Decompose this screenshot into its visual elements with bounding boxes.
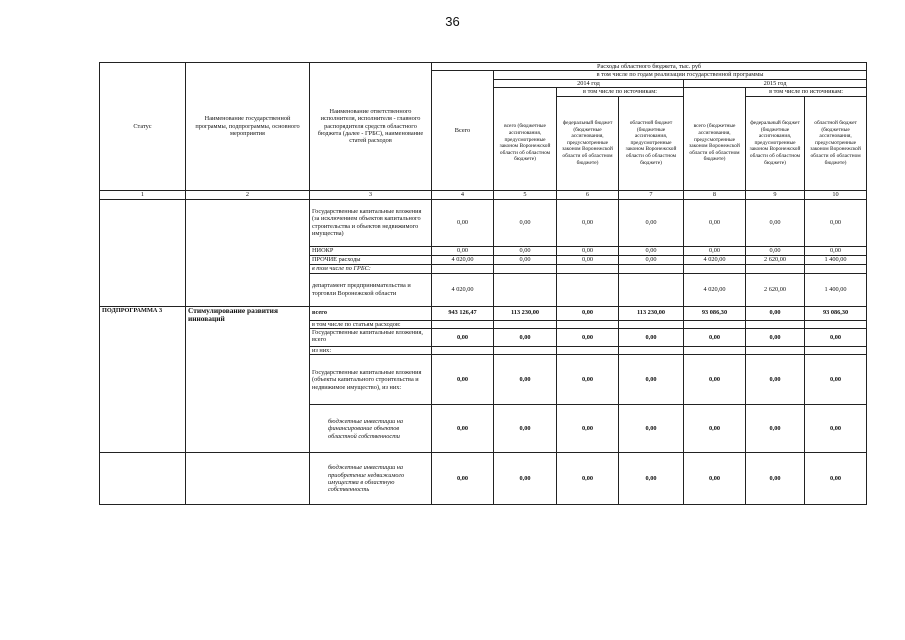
cell-value: 0,00 [805,355,867,405]
row-label: НИОКР [310,246,432,255]
table-row [100,453,867,505]
cell-value: 1 400,00 [805,255,867,264]
cell-value: 0,00 [494,199,557,246]
cell-value: 0,00 [805,329,867,347]
cell-value: 0,00 [684,355,746,405]
cell-value: 113 230,00 [619,306,684,320]
col-number: 6 [557,190,619,199]
col-number: 8 [684,190,746,199]
header-col7: областной бюджет (бюджетные ассигнования, предусмотренные законом Воронежской области об областном бюджете) [619,96,684,190]
col-number: 7 [619,190,684,199]
header-by-years: в том числе по годам реализации государственной программы [494,71,867,79]
cell-value: 0,00 [432,405,494,453]
cell-value: 0,00 [684,405,746,453]
cell-value: 943 126,47 [432,306,494,320]
cell-value [619,273,684,306]
budget-table [99,62,867,505]
cell-value: 4 020,00 [684,255,746,264]
cell-value: 93 086,30 [805,306,867,320]
col-number: 9 [746,190,805,199]
cell-value: 0,00 [746,405,805,453]
header-by-sources-2014: в том числе по источникам: [557,88,684,96]
header-col6: федеральный бюджет (бюджетные ассигнования, предусмотренные законом Воронежской области об областном бюджете) [557,96,619,190]
cell-value: 0,00 [494,453,557,505]
row-label: Государственные капитальные вложения (объекты капитального строительства и недвижимое имущество), из них: [310,355,432,405]
row-label: из них: [310,347,432,355]
table-row [100,199,867,246]
cell-value: 0,00 [494,355,557,405]
cell-value: 0,00 [684,329,746,347]
row-label: Государственные капитальные вложения, всего [310,329,432,347]
subprogram-status: ПОДПРОГРАММА 3 [100,306,186,453]
cell-value: 0,00 [619,355,684,405]
cell-value: 0,00 [805,453,867,505]
cell-value: 0,00 [432,355,494,405]
cell-value: 0,00 [557,329,619,347]
col-number: 4 [432,190,494,199]
cell-value: 0,00 [557,306,619,320]
cell-value: 0,00 [494,405,557,453]
cell-value: 0,00 [619,405,684,453]
cell-value: 0,00 [557,405,619,453]
cell-value: 0,00 [684,199,746,246]
header-year-2014: 2014 год [494,79,684,87]
cell-value: 0,00 [494,255,557,264]
cell-value: 0,00 [557,255,619,264]
cell-value: 0,00 [805,246,867,255]
cell-value: 4 020,00 [684,273,746,306]
row-label: бюджетные инвестиции на приобретение недвижимого имущества в областную собственность [310,453,432,505]
cell-value: 0,00 [494,246,557,255]
header-col8: всего (бюджетные ассигнования, предусмотренные законом Воронежской области об областном бюджете) [684,96,746,190]
row-label: в том числе по ГРБС: [310,264,432,273]
cell-value: 0,00 [619,199,684,246]
cell-value: 0,00 [432,246,494,255]
col-number: 10 [805,190,867,199]
cell-value: 1 400,00 [805,273,867,306]
cell-value: 93 086,30 [684,306,746,320]
col-number: 2 [186,190,310,199]
header-col10: областной бюджет (бюджетные ассигнования, предусмотренные законом Воронежской области об областном бюджете) [805,96,867,190]
header-total: Всего [432,71,494,190]
col-number: 5 [494,190,557,199]
cell-value: 0,00 [746,355,805,405]
cell-value: 0,00 [619,453,684,505]
header-col5: всего (бюджетные ассигнования, предусмотренные законом Воронежской области об областном бюджете) [494,96,557,190]
cell-value: 0,00 [557,355,619,405]
header-by-sources-2015: в том числе по источникам: [746,88,867,96]
row-label: ПРОЧИЕ расходы [310,255,432,264]
cell-value: 0,00 [746,246,805,255]
row-label: Государственные капитальные вложения (за исключением объектов капитального строительства и объектов недвижимого имущества) [310,199,432,246]
row-label: всего [310,306,432,320]
cell-value: 0,00 [494,329,557,347]
cell-value: 0,00 [805,405,867,453]
header-year-2015: 2015 год [684,79,867,87]
cell-value: 0,00 [619,255,684,264]
row-label: департамент предпринимательства и торговли Воронежской области [310,273,432,306]
header-status: Статус [100,63,186,191]
cell-value: 0,00 [746,199,805,246]
col-number: 3 [310,190,432,199]
col-number: 1 [100,190,186,199]
cell-value: 0,00 [432,453,494,505]
cell-value [557,273,619,306]
cell-value: 0,00 [557,246,619,255]
cell-value: 0,00 [432,329,494,347]
subprogram-name: Стимулирование развития инноваций [186,306,310,453]
cell-value: 2 620,00 [746,255,805,264]
column-numbers-row [100,190,867,199]
cell-value: 113 230,00 [494,306,557,320]
header-col9: федеральный бюджет (бюджетные ассигнования, предусмотренные законом Воронежской области об областном бюджете) [746,96,805,190]
row-label: бюджетные инвестиции на финансирование объектов областной собственности [310,405,432,453]
cell-value: 0,00 [746,306,805,320]
cell-value: 0,00 [684,453,746,505]
cell-value [494,273,557,306]
cell-value: 0,00 [684,246,746,255]
cell-value: 2 620,00 [746,273,805,306]
page-number: 36 [445,14,460,29]
cell-value: 0,00 [619,246,684,255]
row-label: в том числе по статьям расходов: [310,320,432,328]
cell-value: 0,00 [746,329,805,347]
cell-value: 0,00 [557,453,619,505]
cell-value: 0,00 [432,199,494,246]
header-program-name: Наименование государственной программы, подпрограммы, основного мероприятия [186,63,310,191]
cell-value: 0,00 [746,453,805,505]
cell-value: 4 020,00 [432,255,494,264]
header-expenses-title: Расходы областного бюджета, тыс. руб [432,63,867,71]
table-row [100,306,867,320]
cell-value: 4 020,00 [432,273,494,306]
cell-value: 0,00 [619,329,684,347]
header-executor: Наименование ответственного исполнителя, исполнителя - главного распорядителя средств областного бюджета (далее - ГРБС), наименование статей расходов [310,63,432,191]
cell-value: 0,00 [805,199,867,246]
cell-value: 0,00 [557,199,619,246]
